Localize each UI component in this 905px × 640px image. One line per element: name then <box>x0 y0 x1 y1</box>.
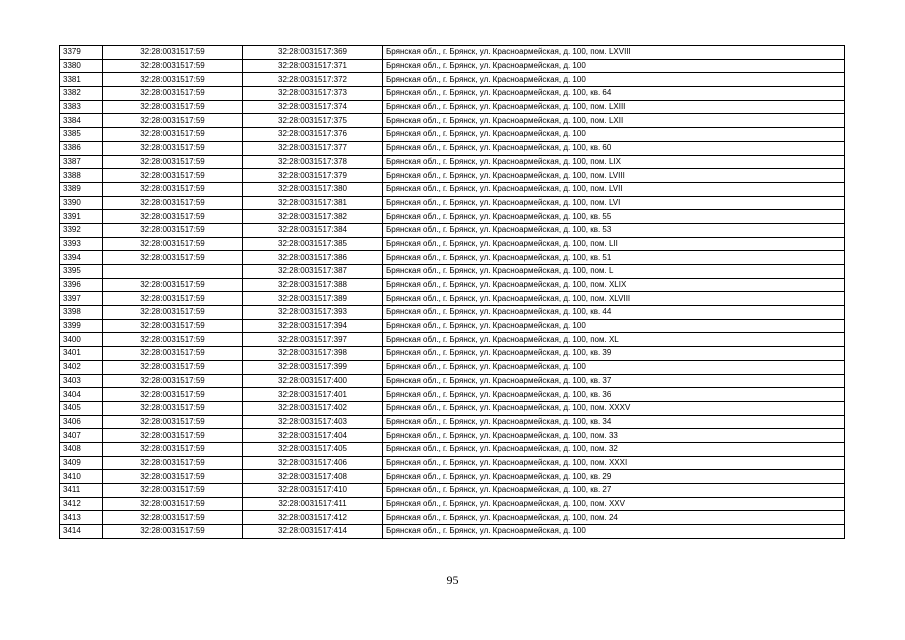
table-row <box>60 415 845 429</box>
table-row <box>60 333 845 347</box>
parent-cadastral-number-cell: 32:28:0031517:59 <box>103 237 243 251</box>
row-number-cell: 3411 <box>60 484 103 498</box>
parent-cadastral-number-cell: 32:28:0031517:59 <box>103 46 243 60</box>
cadastral-number-cell: 32:28:0031517:378 <box>243 155 383 169</box>
address-cell: Брянская обл., г. Брянск, ул. Красноармейская, д. 100, кв. 55 <box>383 210 845 224</box>
row-number-cell: 3401 <box>60 347 103 361</box>
table-row <box>60 456 845 470</box>
table-row <box>60 141 845 155</box>
row-number-cell: 3405 <box>60 401 103 415</box>
table-row <box>60 265 845 279</box>
address-cell: Брянская обл., г. Брянск, ул. Красноармейская, д. 100, пом. 24 <box>383 511 845 525</box>
address-cell: Брянская обл., г. Брянск, ул. Красноармейская, д. 100, пом. LVII <box>383 182 845 196</box>
row-number-cell: 3406 <box>60 415 103 429</box>
address-cell: Брянская обл., г. Брянск, ул. Красноармейская, д. 100, пом. XLIX <box>383 278 845 292</box>
table-row <box>60 169 845 183</box>
row-number-cell: 3400 <box>60 333 103 347</box>
table-row <box>60 237 845 251</box>
row-number-cell: 3396 <box>60 278 103 292</box>
row-number-cell: 3407 <box>60 429 103 443</box>
address-cell: Брянская обл., г. Брянск, ул. Красноармейская, д. 100, пом. XL <box>383 333 845 347</box>
address-cell: Брянская обл., г. Брянск, ул. Красноармейская, д. 100, пом. LVIII <box>383 169 845 183</box>
parent-cadastral-number-cell: 32:28:0031517:59 <box>103 360 243 374</box>
cadastral-number-cell: 32:28:0031517:385 <box>243 237 383 251</box>
address-cell: Брянская обл., г. Брянск, ул. Красноармейская, д. 100, пом. 32 <box>383 442 845 456</box>
parent-cadastral-number-cell: 32:28:0031517:59 <box>103 484 243 498</box>
row-number-cell: 3398 <box>60 306 103 320</box>
parent-cadastral-number-cell: 32:28:0031517:59 <box>103 292 243 306</box>
table-row <box>60 46 845 60</box>
cadastral-number-cell: 32:28:0031517:404 <box>243 429 383 443</box>
parent-cadastral-number-cell: 32:28:0031517:59 <box>103 182 243 196</box>
row-number-cell: 3391 <box>60 210 103 224</box>
address-cell: Брянская обл., г. Брянск, ул. Красноармейская, д. 100 <box>383 319 845 333</box>
row-number-cell: 3402 <box>60 360 103 374</box>
cadastral-number-cell: 32:28:0031517:381 <box>243 196 383 210</box>
cadastral-number-cell: 32:28:0031517:410 <box>243 484 383 498</box>
row-number-cell: 3383 <box>60 100 103 114</box>
address-cell: Брянская обл., г. Брянск, ул. Красноармейская, д. 100, пом. LXIII <box>383 100 845 114</box>
address-cell: Брянская обл., г. Брянск, ул. Красноармейская, д. 100, кв. 29 <box>383 470 845 484</box>
parent-cadastral-number-cell: 32:28:0031517:59 <box>103 525 243 539</box>
parent-cadastral-number-cell: 32:28:0031517:59 <box>103 114 243 128</box>
parent-cadastral-number-cell: 32:28:0031517:59 <box>103 155 243 169</box>
address-cell: Брянская обл., г. Брянск, ул. Красноармейская, д. 100, пом. LIX <box>383 155 845 169</box>
parent-cadastral-number-cell: 32:28:0031517:59 <box>103 429 243 443</box>
table-row <box>60 100 845 114</box>
table-row <box>60 497 845 511</box>
row-number-cell: 3379 <box>60 46 103 60</box>
address-cell: Брянская обл., г. Брянск, ул. Красноармейская, д. 100 <box>383 73 845 87</box>
row-number-cell: 3409 <box>60 456 103 470</box>
parent-cadastral-number-cell: 32:28:0031517:59 <box>103 319 243 333</box>
cadastral-number-cell: 32:28:0031517:372 <box>243 73 383 87</box>
address-cell: Брянская обл., г. Брянск, ул. Красноармейская, д. 100, пом. XXXV <box>383 401 845 415</box>
parent-cadastral-number-cell: 32:28:0031517:59 <box>103 306 243 320</box>
parent-cadastral-number-cell: 32:28:0031517:59 <box>103 511 243 525</box>
table-row <box>60 59 845 73</box>
table-row <box>60 87 845 101</box>
row-number-cell: 3380 <box>60 59 103 73</box>
parent-cadastral-number-cell: 32:28:0031517:59 <box>103 442 243 456</box>
table-row <box>60 128 845 142</box>
address-cell: Брянская обл., г. Брянск, ул. Красноармейская, д. 100, кв. 34 <box>383 415 845 429</box>
parent-cadastral-number-cell: 32:28:0031517:59 <box>103 141 243 155</box>
parent-cadastral-number-cell: 32:28:0031517:59 <box>103 100 243 114</box>
parent-cadastral-number-cell: 32:28:0031517:59 <box>103 347 243 361</box>
row-number-cell: 3381 <box>60 73 103 87</box>
cadastral-number-cell: 32:28:0031517:412 <box>243 511 383 525</box>
cadastral-number-cell: 32:28:0031517:382 <box>243 210 383 224</box>
row-number-cell: 3403 <box>60 374 103 388</box>
row-number-cell: 3412 <box>60 497 103 511</box>
cadastral-number-cell: 32:28:0031517:374 <box>243 100 383 114</box>
cadastral-number-cell: 32:28:0031517:399 <box>243 360 383 374</box>
table-row <box>60 484 845 498</box>
table-row <box>60 223 845 237</box>
row-number-cell: 3399 <box>60 319 103 333</box>
cadastral-number-cell: 32:28:0031517:377 <box>243 141 383 155</box>
address-cell: Брянская обл., г. Брянск, ул. Красноармейская, д. 100, пом. XLVIII <box>383 292 845 306</box>
address-cell: Брянская обл., г. Брянск, ул. Красноармейская, д. 100 <box>383 525 845 539</box>
row-number-cell: 3382 <box>60 87 103 101</box>
address-cell: Брянская обл., г. Брянск, ул. Красноармейская, д. 100, пом. LXVIII <box>383 46 845 60</box>
table-row <box>60 442 845 456</box>
table-row <box>60 374 845 388</box>
row-number-cell: 3388 <box>60 169 103 183</box>
cadastral-number-cell: 32:28:0031517:380 <box>243 182 383 196</box>
row-number-cell: 3408 <box>60 442 103 456</box>
registry-table-body <box>60 46 845 539</box>
cadastral-number-cell: 32:28:0031517:375 <box>243 114 383 128</box>
cadastral-number-cell: 32:28:0031517:388 <box>243 278 383 292</box>
address-cell: Брянская обл., г. Брянск, ул. Красноармейская, д. 100 <box>383 360 845 374</box>
cadastral-registry-table <box>59 45 845 539</box>
parent-cadastral-number-cell <box>103 265 243 279</box>
address-cell: Брянская обл., г. Брянск, ул. Красноармейская, д. 100, кв. 64 <box>383 87 845 101</box>
cadastral-number-cell: 32:28:0031517:403 <box>243 415 383 429</box>
row-number-cell: 3389 <box>60 182 103 196</box>
table-row <box>60 388 845 402</box>
cadastral-number-cell: 32:28:0031517:386 <box>243 251 383 265</box>
address-cell: Брянская обл., г. Брянск, ул. Красноармейская, д. 100, пом. XXXI <box>383 456 845 470</box>
row-number-cell: 3385 <box>60 128 103 142</box>
table-row <box>60 429 845 443</box>
cadastral-number-cell: 32:28:0031517:369 <box>243 46 383 60</box>
address-cell: Брянская обл., г. Брянск, ул. Красноармейская, д. 100, кв. 37 <box>383 374 845 388</box>
parent-cadastral-number-cell: 32:28:0031517:59 <box>103 333 243 347</box>
row-number-cell: 3413 <box>60 511 103 525</box>
cadastral-number-cell: 32:28:0031517:397 <box>243 333 383 347</box>
cadastral-number-cell: 32:28:0031517:405 <box>243 442 383 456</box>
parent-cadastral-number-cell: 32:28:0031517:59 <box>103 87 243 101</box>
row-number-cell: 3394 <box>60 251 103 265</box>
address-cell: Брянская обл., г. Брянск, ул. Красноармейская, д. 100, кв. 27 <box>383 484 845 498</box>
parent-cadastral-number-cell: 32:28:0031517:59 <box>103 59 243 73</box>
address-cell: Брянская обл., г. Брянск, ул. Красноармейская, д. 100, кв. 53 <box>383 223 845 237</box>
row-number-cell: 3384 <box>60 114 103 128</box>
parent-cadastral-number-cell: 32:28:0031517:59 <box>103 278 243 292</box>
table-row <box>60 155 845 169</box>
parent-cadastral-number-cell: 32:28:0031517:59 <box>103 470 243 484</box>
table-row <box>60 401 845 415</box>
parent-cadastral-number-cell: 32:28:0031517:59 <box>103 415 243 429</box>
address-cell: Брянская обл., г. Брянск, ул. Красноармейская, д. 100 <box>383 128 845 142</box>
row-number-cell: 3386 <box>60 141 103 155</box>
parent-cadastral-number-cell: 32:28:0031517:59 <box>103 196 243 210</box>
parent-cadastral-number-cell: 32:28:0031517:59 <box>103 456 243 470</box>
table-row <box>60 306 845 320</box>
parent-cadastral-number-cell: 32:28:0031517:59 <box>103 401 243 415</box>
address-cell: Брянская обл., г. Брянск, ул. Красноармейская, д. 100, кв. 60 <box>383 141 845 155</box>
table-row <box>60 196 845 210</box>
address-cell: Брянская обл., г. Брянск, ул. Красноармейская, д. 100, пом. L <box>383 265 845 279</box>
cadastral-number-cell: 32:28:0031517:414 <box>243 525 383 539</box>
cadastral-number-cell: 32:28:0031517:398 <box>243 347 383 361</box>
cadastral-number-cell: 32:28:0031517:402 <box>243 401 383 415</box>
table-row <box>60 278 845 292</box>
table-row <box>60 182 845 196</box>
parent-cadastral-number-cell: 32:28:0031517:59 <box>103 374 243 388</box>
cadastral-number-cell: 32:28:0031517:384 <box>243 223 383 237</box>
cadastral-number-cell: 32:28:0031517:389 <box>243 292 383 306</box>
table-row <box>60 360 845 374</box>
table-row <box>60 347 845 361</box>
cadastral-number-cell: 32:28:0031517:379 <box>243 169 383 183</box>
parent-cadastral-number-cell: 32:28:0031517:59 <box>103 128 243 142</box>
row-number-cell: 3393 <box>60 237 103 251</box>
parent-cadastral-number-cell: 32:28:0031517:59 <box>103 169 243 183</box>
row-number-cell: 3395 <box>60 265 103 279</box>
row-number-cell: 3392 <box>60 223 103 237</box>
table-row <box>60 511 845 525</box>
cadastral-number-cell: 32:28:0031517:373 <box>243 87 383 101</box>
table-row <box>60 470 845 484</box>
address-cell: Брянская обл., г. Брянск, ул. Красноармейская, д. 100, кв. 44 <box>383 306 845 320</box>
cadastral-number-cell: 32:28:0031517:371 <box>243 59 383 73</box>
cadastral-number-cell: 32:28:0031517:408 <box>243 470 383 484</box>
row-number-cell: 3410 <box>60 470 103 484</box>
row-number-cell: 3390 <box>60 196 103 210</box>
parent-cadastral-number-cell: 32:28:0031517:59 <box>103 497 243 511</box>
cadastral-number-cell: 32:28:0031517:387 <box>243 265 383 279</box>
table-row <box>60 210 845 224</box>
cadastral-number-cell: 32:28:0031517:400 <box>243 374 383 388</box>
address-cell: Брянская обл., г. Брянск, ул. Красноармейская, д. 100, пом. LXII <box>383 114 845 128</box>
cadastral-number-cell: 32:28:0031517:393 <box>243 306 383 320</box>
address-cell: Брянская обл., г. Брянск, ул. Красноармейская, д. 100, пом. XXV <box>383 497 845 511</box>
row-number-cell: 3397 <box>60 292 103 306</box>
cadastral-number-cell: 32:28:0031517:401 <box>243 388 383 402</box>
table-row <box>60 114 845 128</box>
row-number-cell: 3387 <box>60 155 103 169</box>
row-number-cell: 3414 <box>60 525 103 539</box>
parent-cadastral-number-cell: 32:28:0031517:59 <box>103 388 243 402</box>
parent-cadastral-number-cell: 32:28:0031517:59 <box>103 210 243 224</box>
table-row <box>60 251 845 265</box>
address-cell: Брянская обл., г. Брянск, ул. Красноармейская, д. 100, кв. 39 <box>383 347 845 361</box>
parent-cadastral-number-cell: 32:28:0031517:59 <box>103 223 243 237</box>
cadastral-number-cell: 32:28:0031517:376 <box>243 128 383 142</box>
address-cell: Брянская обл., г. Брянск, ул. Красноармейская, д. 100 <box>383 59 845 73</box>
cadastral-number-cell: 32:28:0031517:411 <box>243 497 383 511</box>
address-cell: Брянская обл., г. Брянск, ул. Красноармейская, д. 100, кв. 36 <box>383 388 845 402</box>
address-cell: Брянская обл., г. Брянск, ул. Красноармейская, д. 100, кв. 51 <box>383 251 845 265</box>
table-row <box>60 73 845 87</box>
address-cell: Брянская обл., г. Брянск, ул. Красноармейская, д. 100, пом. LVI <box>383 196 845 210</box>
table-row <box>60 319 845 333</box>
table-row <box>60 525 845 539</box>
page-number: 95 <box>446 573 459 587</box>
cadastral-number-cell: 32:28:0031517:394 <box>243 319 383 333</box>
address-cell: Брянская обл., г. Брянск, ул. Красноармейская, д. 100, пом. 33 <box>383 429 845 443</box>
row-number-cell: 3404 <box>60 388 103 402</box>
cadastral-number-cell: 32:28:0031517:406 <box>243 456 383 470</box>
parent-cadastral-number-cell: 32:28:0031517:59 <box>103 73 243 87</box>
table-row <box>60 292 845 306</box>
address-cell: Брянская обл., г. Брянск, ул. Красноармейская, д. 100, пом. LII <box>383 237 845 251</box>
parent-cadastral-number-cell: 32:28:0031517:59 <box>103 251 243 265</box>
